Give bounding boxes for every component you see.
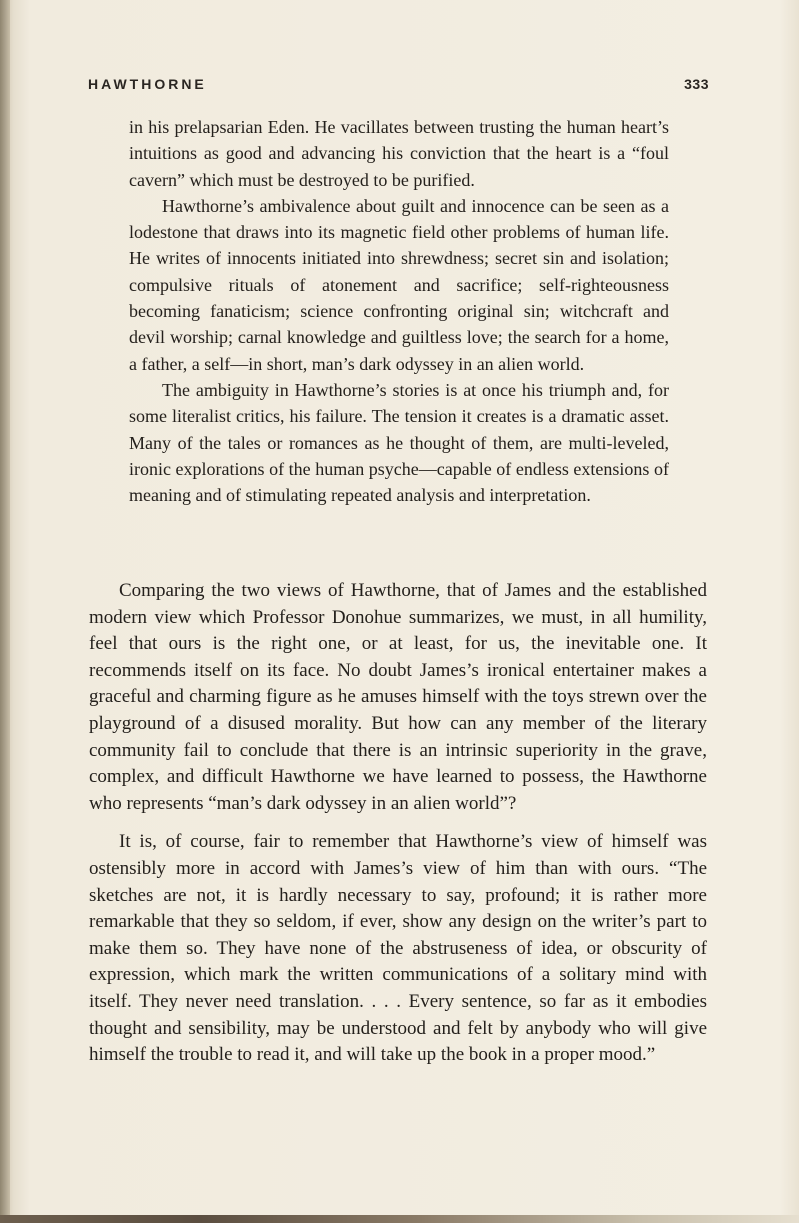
quote-paragraph: in his prelapsarian Eden. He vacillates between trusting the human heart’s intuitions as good and advancing his conviction that the heart is a “foul cavern” which must be destroyed to be purified. xyxy=(129,117,669,190)
body-paragraph: Comparing the two views of Hawthorne, that of James and the established modern view which Professor Donohue summarizes, we must, in all humility, feel that ours is the right one, or at least, for us, the inevitable one. It recommends itself on its face. No doubt James’s ironical entertainer makes a graceful and charming figure as he amuses himself with the toys strewn over the playground of a disused morality. But how can any member of the literary community fail to conclude that there is an intrinsic superiority in the grave, complex, and difficult Hawthorne we have learned to possess, the Hawthorne who represents “man’s dark odyssey in an alien world”? xyxy=(89,580,707,814)
running-head-title: HAWTHORNE xyxy=(88,76,207,92)
page-bottom-edge xyxy=(0,1215,799,1223)
body-text xyxy=(89,578,707,1069)
quote-paragraph: Hawthorne’s ambivalence about guilt and innocence can be seen as a lodestone that draws into its magnetic field other problems of human life. He writes of innocents initiated into shrewdness; secret sin and isolation; compulsive rituals of atonement and sacrifice; self-righteousness becoming fanaticism; science confronting original sin; witchcraft and devil worship; carnal knowledge and guiltless love; the search for a home, a father, a self—in short, man’s dark odyssey in an alien world. xyxy=(129,195,669,374)
page-number: 333 xyxy=(684,76,709,92)
running-head xyxy=(88,76,709,92)
body-paragraph: It is, of course, fair to remember that Hawthorne’s view of himself was ostensibly more in accord with James’s view of him than with ours. “The sketches are not, it is hardly necessary to say, profound; it is rather more remarkable that they so seldom, if ever, show any design on the writer’s part to make them so. They have none of the abstruseness of idea, or obscurity of expression, which mark the written communications of a solitary mind with itself. They never need translation. . . . Every sentence, so far as it embodies thought and sensibility, may be understood and felt by anybody who will give himself the trouble to read it, and will take up the book in a proper mood.” xyxy=(89,831,707,1066)
block-quote xyxy=(129,114,669,508)
book-spine-shadow xyxy=(0,0,10,1223)
quote-paragraph: The ambiguity in Hawthorne’s stories is at once his triumph and, for some literalist critics, his failure. The tension it creates is a dramatic asset. Many of the tales or romances as he thought of them, are multi-leveled, ironic explorations of the human psyche—capable of endless extensions of meaning and of stimulating repeated analysis and interpretation. xyxy=(129,379,669,506)
